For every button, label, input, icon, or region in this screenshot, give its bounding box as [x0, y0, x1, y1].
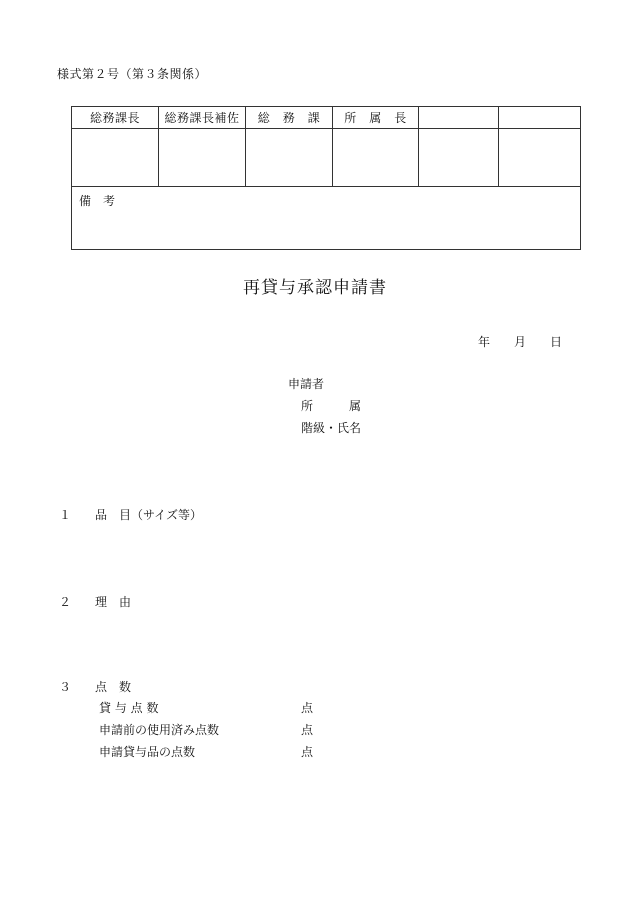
- seal-box[interactable]: [499, 129, 581, 187]
- date-line: 年 月 日: [478, 335, 563, 349]
- seal-box[interactable]: [246, 129, 333, 187]
- seal-box[interactable]: [72, 129, 159, 187]
- section-points-heading: ３ 点 数: [59, 680, 132, 694]
- points-row-label: 申請貸与品の点数: [99, 745, 196, 759]
- points-row-unit: 点: [301, 701, 314, 715]
- approval-header-cell: [419, 107, 499, 129]
- form-number-label: 様式第２号（第３条関係）: [57, 67, 208, 81]
- approval-seal-row: [72, 129, 581, 187]
- points-row-label: 貸 与 点 数: [99, 701, 159, 715]
- remarks-field[interactable]: [72, 187, 581, 250]
- approval-header-cell: 総務課長補佐: [159, 107, 246, 129]
- approval-header-row: [72, 107, 581, 129]
- points-row-unit: 点: [301, 745, 314, 759]
- section-reason-heading: ２ 理 由: [59, 595, 132, 609]
- affiliation-label: 所 属: [301, 399, 362, 413]
- approval-header-cell: 総 務 課: [246, 107, 333, 129]
- seal-box[interactable]: [419, 129, 499, 187]
- approval-header-cell: [499, 107, 581, 129]
- approval-stamp-table: [71, 106, 581, 250]
- points-row-unit: 点: [301, 723, 314, 737]
- seal-box[interactable]: [333, 129, 419, 187]
- document-title: 再貸与承認申請書: [243, 278, 387, 298]
- approval-header-cell: 所 属 長: [333, 107, 419, 129]
- rank-name-label: 階級・氏名: [301, 421, 362, 435]
- section-item-heading: １ 品 目（サイズ等）: [59, 508, 203, 522]
- remarks-label: 備 考: [79, 194, 116, 208]
- seal-box[interactable]: [159, 129, 246, 187]
- points-row-label: 申請前の使用済み点数: [99, 723, 220, 737]
- applicant-label: 申請者: [288, 377, 325, 391]
- remarks-row: [72, 187, 581, 250]
- approval-header-cell: 総務課長: [72, 107, 159, 129]
